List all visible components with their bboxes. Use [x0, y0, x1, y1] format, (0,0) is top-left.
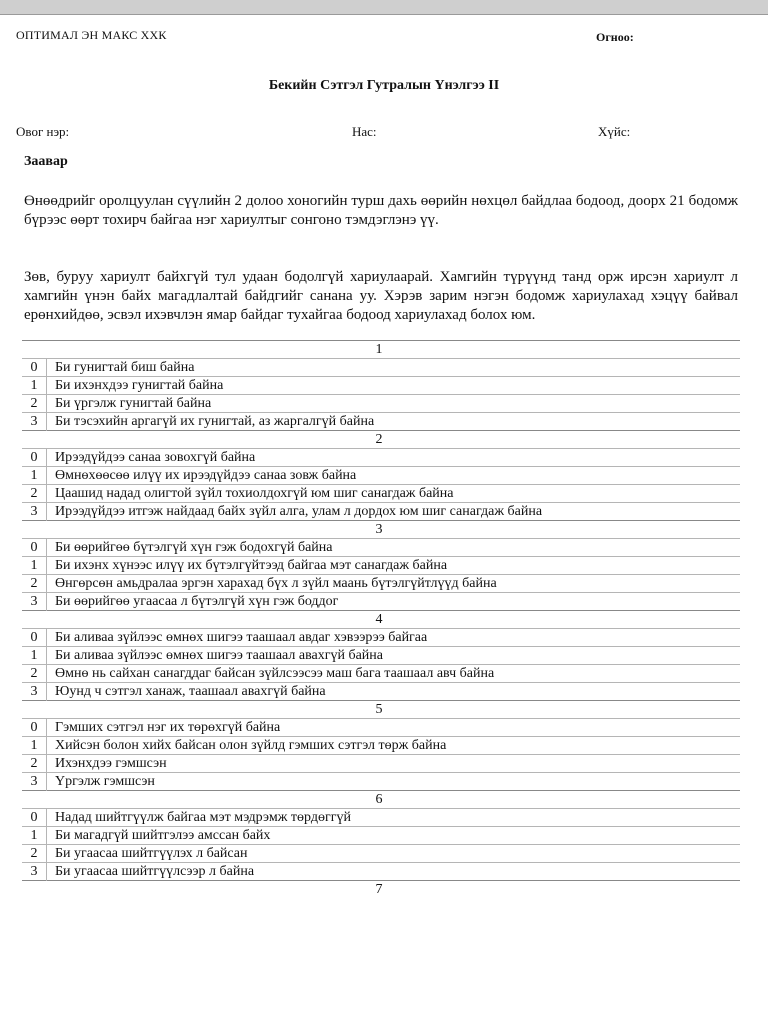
answer-row[interactable] — [22, 647, 740, 665]
answer-row[interactable] — [22, 395, 740, 413]
answer-text: Би аливаа зүйлээс өмнөх шигээ таашаал авахгүй байна — [47, 647, 741, 665]
answer-score: 0 — [22, 539, 47, 557]
answer-text: Ихэнхдээ гэмшсэн — [47, 755, 741, 773]
answer-text: Би ихэнх хүнээс илүү их бүтэлгүйтээд байгаа мэт санагдаж байна — [47, 557, 741, 575]
answer-score: 2 — [22, 395, 47, 413]
answer-row[interactable] — [22, 755, 740, 773]
answer-text: Би угаасаа шийтгүүлэх л байсан — [47, 845, 741, 863]
instructions-heading: Заавар — [24, 154, 68, 169]
questionnaire-table — [22, 340, 740, 898]
answer-score: 2 — [22, 485, 47, 503]
answer-score: 3 — [22, 683, 47, 701]
answer-score: 2 — [22, 575, 47, 593]
answer-row[interactable] — [22, 467, 740, 485]
section-header-row — [22, 611, 740, 629]
answer-score: 0 — [22, 359, 47, 377]
answer-row[interactable] — [22, 809, 740, 827]
answer-score: 1 — [22, 647, 47, 665]
answer-text: Цаашид надад олигтой зүйл тохиолдохгүй юм шиг санагдаж байна — [47, 485, 741, 503]
answer-text: Юунд ч сэтгэл ханаж, таашаал авахгүй байна — [47, 683, 741, 701]
answer-text: Би угаасаа шийтгүүлсээр л байна — [47, 863, 741, 881]
answer-text: Хийсэн болон хийх байсан олон зүйлд гэмших сэтгэл төрж байна — [47, 737, 741, 755]
answer-score: 1 — [22, 557, 47, 575]
answer-row[interactable] — [22, 539, 740, 557]
answer-row[interactable] — [22, 503, 740, 521]
section-number: 4 — [22, 611, 740, 629]
answer-row[interactable] — [22, 557, 740, 575]
answer-text: Өмнө нь сайхан санагддаг байсан зүйлсээсээ маш бага таашаал авч байна — [47, 665, 741, 683]
section-number: 6 — [22, 791, 740, 809]
section-number: 7 — [22, 881, 740, 899]
answer-text: Гэмших сэтгэл нэг их төрөхгүй байна — [47, 719, 741, 737]
answer-row[interactable] — [22, 845, 740, 863]
answer-row[interactable] — [22, 377, 740, 395]
answer-score: 1 — [22, 827, 47, 845]
section-number: 2 — [22, 431, 740, 449]
answer-text: Би тэсэхийн аргагүй их гунигтай, аз жаргалгүй байна — [47, 413, 741, 431]
answer-text: Ирээдүйдээ санаа зовохгүй байна — [47, 449, 741, 467]
answer-row[interactable] — [22, 683, 740, 701]
answer-text: Би магадгүй шийтгэлээ амссан байх — [47, 827, 741, 845]
answer-row[interactable] — [22, 719, 740, 737]
answer-row[interactable] — [22, 485, 740, 503]
answer-row[interactable] — [22, 863, 740, 881]
answer-row[interactable] — [22, 575, 740, 593]
answer-row[interactable] — [22, 629, 740, 647]
gender-field-label: Хүйс: — [598, 124, 631, 139]
section-header-row — [22, 881, 740, 899]
answer-score: 3 — [22, 593, 47, 611]
answer-text: Би өөрийгөө угаасаа л бүтэлгүй хүн гэж боддог — [47, 593, 741, 611]
answer-row[interactable] — [22, 773, 740, 791]
answer-row[interactable] — [22, 827, 740, 845]
instructions-paragraph-2: Зөв, буруу хариулт байхгүй тул удаан бодолгүй хариулаарай. Хамгийн түрүүнд танд орж ирсэн хариулт л хамгийн үнэн байх магадлалтай байдгийг санана уу. Хэрэв зарим нэгэн бодомж хариулахад хэцүү байвал ерөнхийдөө, эсвэл ихэвчлэн ямар байдаг тухайгаа бодоод хариулахад болох юм. — [24, 269, 738, 323]
answer-score: 1 — [22, 737, 47, 755]
answer-text: Би аливаа зүйлээс өмнөх шигээ таашаал авдаг хэвээрээ байгаа — [47, 629, 741, 647]
answer-text: Өнгөрсөн амьдралаа эргэн харахад бүх л зүйл маань бүтэлгүйтлүүд байна — [47, 575, 741, 593]
answer-score: 0 — [22, 449, 47, 467]
answer-score: 2 — [22, 755, 47, 773]
answer-text: Би ихэнхдээ гунигтай байна — [47, 377, 741, 395]
surname-field-label: Овог нэр: — [16, 124, 70, 139]
answer-score: 2 — [22, 845, 47, 863]
answer-text: Үргэлж гэмшсэн — [47, 773, 741, 791]
answer-text: Надад шийтгүүлж байгаа мэт мэдрэмж төрдөггүй — [47, 809, 741, 827]
answer-score: 1 — [22, 377, 47, 395]
answer-score: 1 — [22, 467, 47, 485]
answer-score: 3 — [22, 413, 47, 431]
section-number: 3 — [22, 521, 740, 539]
answer-score: 0 — [22, 809, 47, 827]
answer-row[interactable] — [22, 359, 740, 377]
company-name: ОПТИМАЛ ЭН МАКС ХХК — [16, 28, 167, 42]
answer-row[interactable] — [22, 665, 740, 683]
form-page — [0, 14, 768, 1024]
answer-score: 3 — [22, 773, 47, 791]
section-header-row — [22, 431, 740, 449]
answer-score: 3 — [22, 503, 47, 521]
answer-row[interactable] — [22, 593, 740, 611]
answer-score: 2 — [22, 665, 47, 683]
age-field-label: Нас: — [352, 124, 377, 139]
document-title: Бекийн Сэтгэл Гутралын Үнэлгээ II — [268, 78, 500, 93]
section-header-row — [22, 701, 740, 719]
answer-text: Би үргэлж гунигтай байна — [47, 395, 741, 413]
answer-text: Би гунигтай биш байна — [47, 359, 741, 377]
section-number: 5 — [22, 701, 740, 719]
section-header-row — [22, 521, 740, 539]
scan-top-edge — [0, 0, 768, 15]
section-header-row — [22, 791, 740, 809]
answer-text: Өмнөхөөсөө илүү их ирээдүйдээ санаа зовж байна — [47, 467, 741, 485]
section-number: 1 — [22, 341, 740, 359]
answer-row[interactable] — [22, 449, 740, 467]
section-header-row — [22, 341, 740, 359]
answer-text: Ирээдүйдээ итгэж найдаад байх зүйл алга, улам л дордох юм шиг санагдаж байна — [47, 503, 741, 521]
answer-score: 0 — [22, 629, 47, 647]
answer-row[interactable] — [22, 413, 740, 431]
answer-score: 3 — [22, 863, 47, 881]
answer-score: 0 — [22, 719, 47, 737]
answer-row[interactable] — [22, 737, 740, 755]
date-label: Огноо: — [596, 30, 634, 44]
answer-text: Би өөрийгөө бүтэлгүй хүн гэж бодохгүй байна — [47, 539, 741, 557]
instructions-paragraph-1: Өнөөдрийг оролцуулан сүүлийн 2 долоо хоногийн турш дахь өөрийн нөхцөл байдлаа бодоод, доорх 21 бодомж бүрээс өөрт тохирч байгаа нэг хариултыг сонгоно тэмдэглэнэ үү. — [24, 193, 738, 228]
